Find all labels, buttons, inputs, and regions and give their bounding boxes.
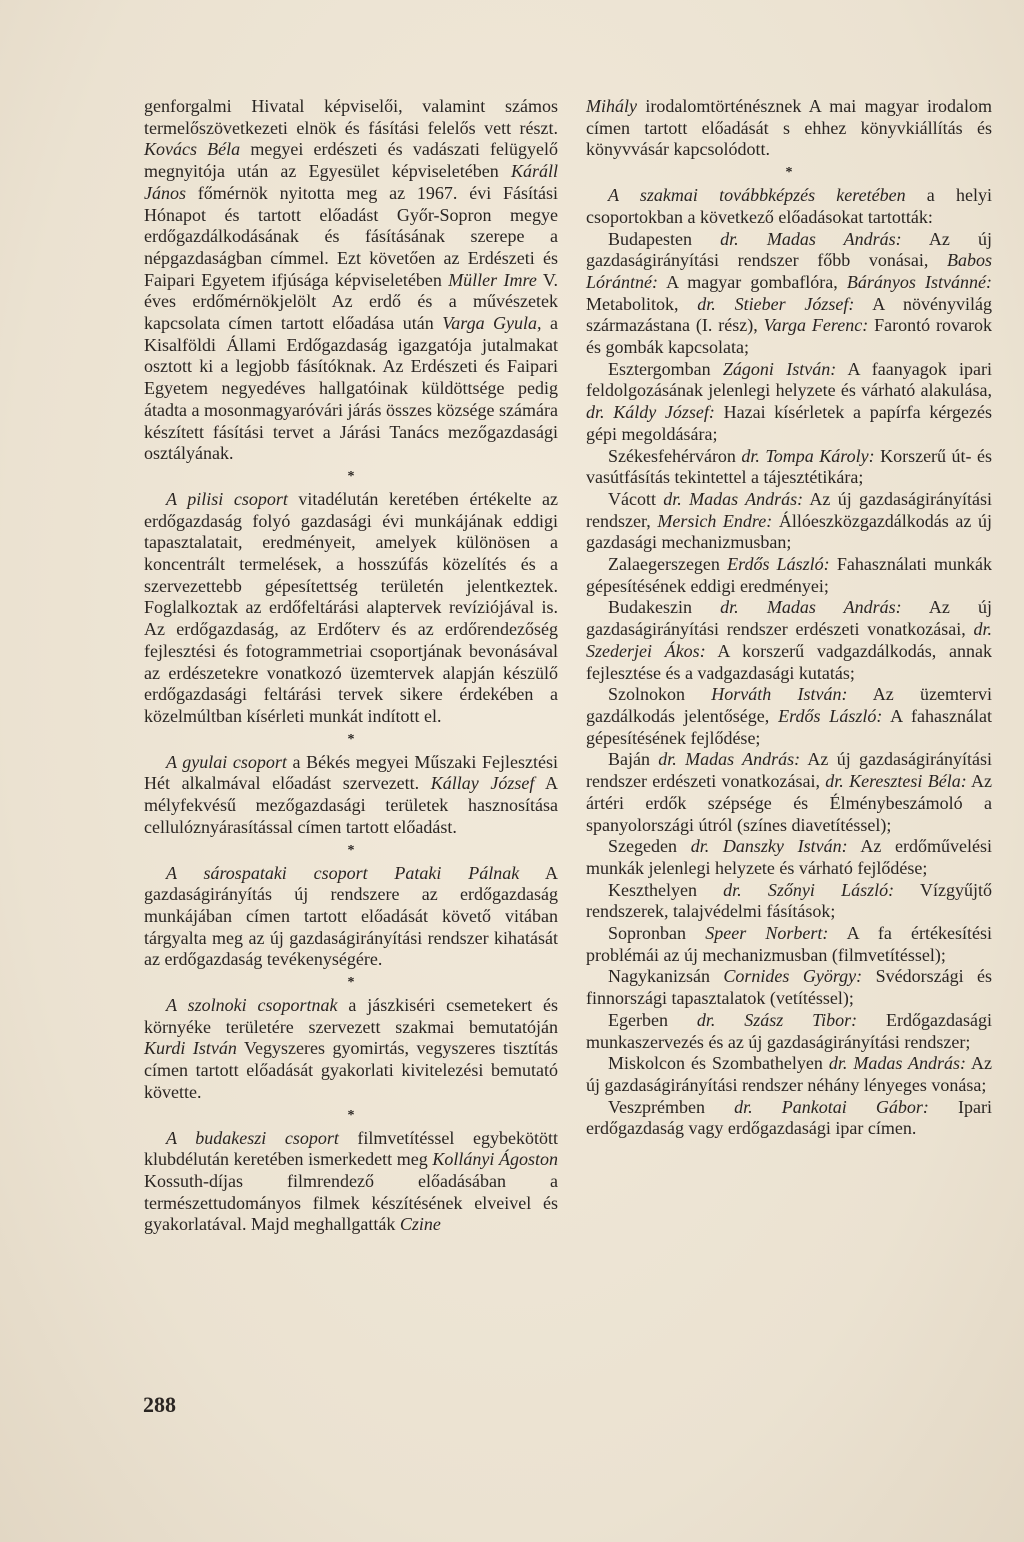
lecture-entry-sopron: Sopronban Speer Norbert: A fa értékesítési problémái az új mechanizmusban (filmvetítéssel); — [586, 923, 993, 965]
left-column — [144, 96, 558, 1236]
lecture-entry-zalaegerszeg: Zalaegerszegen Erdős László: Fahasználati munkák gépesítésének eddigi eredményei; — [586, 554, 992, 596]
paragraph-szolnoki: A szolnoki csoportnak a jászkiséri csemetekert és környéke területére szervezett szakmai bemutatóján Kurdi István Vegyszeres gyomirtás, vegyszeres tisztítás címen tartott előadását gyakorlati kivitelezési bemutató követte. — [144, 995, 558, 1102]
separator-star: * — [785, 165, 793, 181]
separator-star: * — [347, 842, 355, 858]
paragraph-pilisi: A pilisi csoport vitadélután keretében értékelte az erdőgazdaság folyó gazdasági évi munkájának eddigi tapasztalatait, eredményeit, amelyek különösen a koncentrált termelések, a hosszúfás közelítés és a szervezettebb gépesítettség területén jelentkeztek. Foglalkoztak az erdőfeltárási alaptervek revíziójával is. Az erdőgazdaság, az Erdőterv és az erdőrendezőség fejlesztési és fotogrammetriai csoportjának bevonásával az erdészetekre vonatkozó üzemtervek alapján készülő erdőgazdasági feltárási tervek sikere érdekében a közelmúltban kísérleti munkát indított el. — [144, 488, 559, 726]
lecture-entry-esztergom: Esztergomban Zágoni István: A faanyagok ipari feldolgozásának jelenlegi helyzete és várható alakulása, dr. Káldy József: Hazai kísérletek a papírfa kérgezés gépi megoldására; — [586, 358, 992, 444]
paragraph-sarospataki: A sárospataki csoport Pataki Pálnak A gazdaságirányítás új rendszere az erdőgazdaság munkájában címen tartott előadását követő vitában tárgyalta meg az új gazdaságirányítási rendszer kihatását az erdőgazdaság tevékenységére. — [144, 862, 558, 970]
lecture-entry-szekesfehervar: Székesfehérváron dr. Tompa Károly: Korszerű út- és vasútfásítás tekintettel a tájesztétikára; — [586, 445, 992, 488]
lecture-entry-szeged: Szegeden dr. Danszky István: Az erdőművelési munkák jelenlegi helyzete és várható fejlődése; — [586, 836, 993, 878]
separator-star: * — [347, 975, 355, 991]
separator-star: * — [347, 468, 355, 484]
lecture-entry-keszthely: Keszthelyen dr. Szőnyi László: Vízgyűjtő rendszerek, talajvédelmi fásítások; — [586, 879, 992, 922]
paragraph-gyulai: A gyulai csoport a Békés megyei Műszaki Fejlesztési Hét alkalmával előadást szervezett. Kállay József A mélyfekvésű mezőgazdasági területek hasznosítása cellulóznyárasítással címen tartott előadást. — [144, 751, 558, 837]
lecture-entry-budakeszi: Budakeszin dr. Madas András: Az új gazdaságirányítási rendszer erdészeti vonatkozásai, dr. Szederjei Ákos: A korszerű vadgazdálkodás, annak fejlesztése és a vadgazdasági kutatás; — [586, 597, 992, 683]
lecture-entry-szolnok: Szolnokon Horváth István: Az üzemtervi gazdálkodás jelentősége, Erdős László: A fahasználat gépesítésének fejlődése; — [586, 684, 992, 748]
lecture-entry-nagykanizsa: Nagykanizsán Cornides György: Svédországi és finnországi tapasztalatok (vetítéssel); — [586, 966, 992, 1009]
lecture-entry-miskolc-szombathely: Miskolcon és Szombathelyen dr. Madas András: Az új gazdaságirányítási rendszer néhány lényeges vonása; — [586, 1053, 993, 1095]
paragraph-czine-continued: Mihály irodalomtörténésznek A mai magyar irodalom címen tartott előadását s ehhez könyvkiállítás és könyvvásár kapcsolódott. — [586, 96, 992, 160]
page-number: 288 — [143, 1392, 176, 1417]
paragraph-budakeszi: A budakeszi csoport filmvetítéssel egybekötött klubdélután keretében ismerkedett meg Kollányi Ágoston Kossuth-díjas filmrendező előadásában a természettudományos filmek készítésének elveivel és gyakorlatával. Majd meghallgatták Czine — [144, 1127, 558, 1235]
lecture-entry-vac: Vácott dr. Madas András: Az új gazdaságirányítási rendszer, Mersich Endre: Állóeszközgazdálkodás az új gazdasági mechanizmusban; — [586, 488, 992, 553]
paragraph-szakmai-intro: A szakmai továbbképzés keretében a helyi csoportokban a következő előadásokat tartották: — [586, 185, 992, 227]
separator-star: * — [347, 731, 355, 747]
right-column — [586, 96, 992, 1140]
lecture-entry-veszprem: Veszprémben dr. Pankotai Gábor: Ipari erdőgazdaság vagy erdőgazdasági ipar címen. — [586, 1096, 993, 1139]
separator-star: * — [347, 1107, 355, 1123]
lecture-entry-baja: Baján dr. Madas András: Az új gazdaságirányítási rendszer erdészeti vonatkozásai, dr. Keresztesi Béla: Az ártéri erdők szépsége és Élménybeszámoló a spanyolországi útról (színes diavetítéssel); — [586, 749, 992, 835]
lecture-entry-eger: Egerben dr. Szász Tibor: Erdőgazdasági munkaszervezés és az új gazdaságirányítási rendszer; — [586, 1009, 993, 1052]
lecture-entry-budapest: Budapesten dr. Madas András: Az új gazdaságirányítási rendszer főbb vonásai, Babos Lórántné: A magyar gombaflóra, Bárányos Istvánné: Metabolitok, dr. Stieber József: A növényvilág származástana (I. rész), Varga Ferenc: Farontó rovarok és gombák kapcsolata; — [586, 228, 992, 358]
paragraph-gyor-sopron: genforgalmi Hivatal képviselői, valamint számos termelőszövetkezeti elnök és fásítási felelős vett részt. Kovács Béla megyei erdészeti és vadászati felügyelő megnyitója után az Egyesület képviseletében Kárá​ll János főmérnök nyitotta meg az 1967. évi Fásítási Hónapot és tartott előadást Győr-Sopron megye erdőgazdálkodásának és fásításának szerepe a népgazdaságban címmel. Ezt követően az Erdészeti és Faipari Egyetem ifjúsága képviseletében Müller Imre V. éves erdőmérnökjelölt Az erdő és a művészetek kapcsolata címen tartott előadása után Varga Gyula, a Kisalföldi Állami Erdőgazdaság igazgatója jutalmakat osztott ki a legjobb fásítóknak. Az Erdészeti és Faipari Egyetem negyedéves hallgatóinak küldöttsége pedig átadta a mosonmagyaróvári járás összes községe számára készített fásítási tervet a Járási Tanács mezőgazdasági osztályának. — [144, 96, 559, 464]
